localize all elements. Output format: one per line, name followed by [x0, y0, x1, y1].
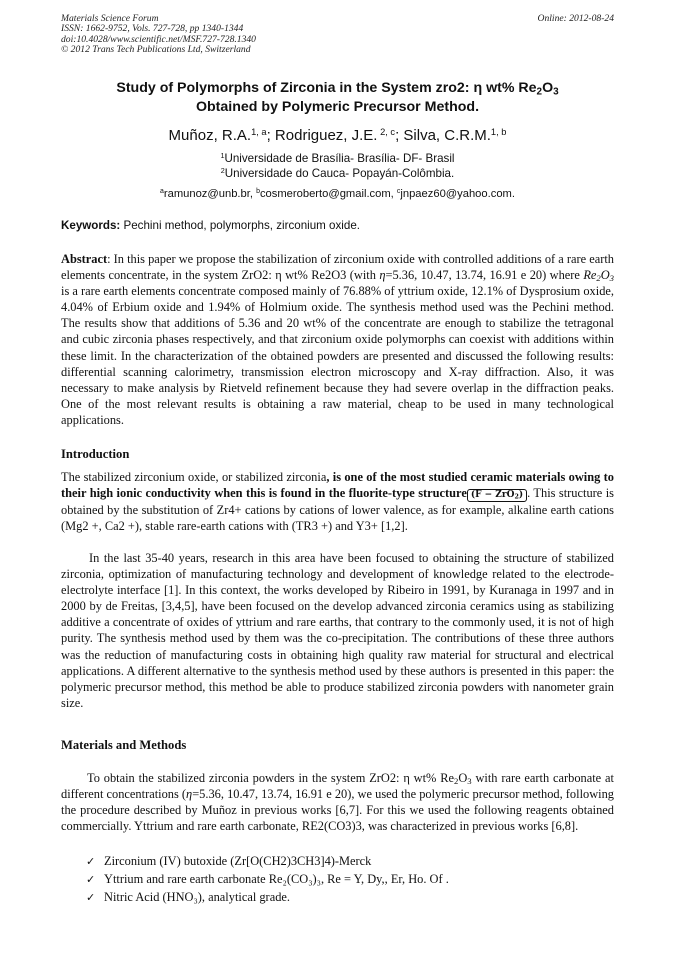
keywords-label: Keywords:	[61, 219, 121, 232]
title-line-1: Study of Polymorphs of Zirconia in the System zro2: η wt% $Re_2O_3$	[116, 80, 559, 98]
journal-name: Materials Science Forum	[61, 13, 159, 24]
reagent-list	[86, 853, 449, 906]
affiliations	[61, 152, 614, 181]
keywords	[61, 219, 614, 233]
doi-line: doi:10.4028/www.scientific.net/MSF.727-728.1340	[61, 33, 256, 45]
copyright-line: © 2012 Trans Tech Publications Ltd, Switzerland	[61, 44, 251, 56]
email-c: jnpaez60@yahoo.com.	[400, 188, 515, 200]
paper-title	[61, 79, 614, 117]
list-item: ✓ Nitric Acid (HNO₃), analytical grade.	[86, 889, 449, 907]
list-item: ✓ Zirconium (IV) butoxide (Zr[O(CH2)3CH3]4)-Merck	[86, 853, 449, 871]
email-a: ramunoz@unb.br,	[163, 188, 257, 200]
abstract-label: Abstract	[61, 252, 108, 266]
online-date: Online: 2012-08-24	[537, 13, 614, 24]
introduction-paragraph-2: In the last 35-40 years, research in this area have been focused to obtaining the structure of stabilized zirconia, optimization of manufacturing technology and development of knowledge related to the electrode-electrolyte interface [1]. In this context, the works developed by Ribeiro in 1991, by Kuranaga in 1997 and in 2000 by de Freitas, [3,4,5], have been focused on the develop advanced zirconia ceramics using as stabilizing additive a concentrate of oxides of yttrium and rare earths, that contrary to the commonly used, it is not of high purity. The synthesis method used by them was the co-precipitation. The contributions of these three authors was the reduction of manufacturing costs in obtaining high quality raw material for structural and electrical applications. A different alternative to the synthesis method used by these authors is presented in this paper: the polymeric precursor method, this method be able to produce stabilized zirconia powders with nanometer grain size.	[61, 551, 614, 710]
email-b: cosmeroberto@gmail.com,	[259, 188, 397, 200]
author-list: Muñoz, R.A.$^{1, a}$; Rodriguez, J.E. $^{2, c}$; Silva, C.R.M.$^{1, b}$	[168, 126, 507, 144]
author-emails: $^a$ramunoz@unb.br, $^b$cosmeroberto@gmail.com, $^c$jnpaez60@yahoo.com.	[160, 188, 515, 200]
introduction-paragraph-1: The stabilized zirconium oxide, or stabilized zirconia, is one of the most studied ceramic materials owing to their high ionic conductivity when this is found in the fluorite-type structure (F − ZrO$_2$) . This structure is obtained by the substitution of Zr4+ cations by cations of lower valence, as for example, alkaline earth cations (Mg2 +, Ca2 +), stable rare-earth cations with (TR3 +) and Y3+ [1,2].	[61, 470, 614, 534]
abstract-paragraph: Abstract: In this paper we propose the stabilization of zirconium oxide with controlled additions of a rare earth elements concentrate, in the system ZrO2: η wt% Re2O3 (with η=5.36, 10.47, 13.74, 16.91 e 20) where $Re_2O_3$ is a rare earth elements concentrate composed mainly of 76.88% of yttrium oxide, 12.1% of Dysprosium oxide, 4.04% of Erbium oxide and 1.94% of Holmium oxide. The synthesis method used was the Pechini method. The results show that additions of 5.36 and 20 wt% of the concentrate are enough to stabilize the tetragonal and cubic zirconia phases respectively, and that zirconium oxide polymorphs can coexist with additions within these limit. In the characterization of the obtained powders are presented and discussed the following results: differential scanning calorimetry, transmission electron microscopy and X-ray diffraction. Also, it was necessary to make analysis by Rietveld refinement because they had severe overlap in the diffraction peaks. One of the most relevant results is obtaining a raw material, cheap to be used in many technological applications.	[61, 252, 614, 427]
checkmark-icon: ✓	[86, 890, 96, 904]
affiliation-1: $^1$Universidade de Brasília- Brasília- DF- Brasil	[220, 151, 455, 165]
methods-paragraph: To obtain the stabilized zirconia powders in the system ZrO2: η wt% $Re_2O_3$ with rare earth carbonate at different concentrations (η=5.36, 10.47, 13.74, 16.91 e 20), we used the polymeric precursor method, following the procedure described by Muñoz in previous works [6,7]. For this we used the following reagents obtained commercially. Yttrium and rare earth carbonate, RE2(CO3)3, was characterized in previous works [6,8].	[61, 771, 614, 834]
fluorite-formula: (F − ZrO$_2$)	[467, 489, 527, 502]
introduction-heading: Introduction	[61, 447, 130, 461]
journal-header	[61, 14, 256, 56]
methods-heading: Materials and Methods	[61, 738, 187, 752]
title-line-2: Obtained by Polymeric Precursor Method.	[195, 99, 480, 115]
keywords-text: Pechini method, polymorphs, zirconium oxide.	[120, 219, 360, 232]
list-item: ✓ Yttrium and rare earth carbonate Re₂(CO₃)₃, Re = Y, Dy,, Er, Ho. Of .	[86, 871, 449, 889]
checkmark-icon: ✓	[86, 855, 96, 868]
affiliation-2: $^2$Universidade do Cauca- Popayán-Colômbia.	[220, 165, 455, 180]
checkmark-icon: ✓	[86, 872, 96, 886]
issn-line: ISSN: 1662-9752, Vols. 727-728, pp 1340-1344	[61, 23, 244, 35]
